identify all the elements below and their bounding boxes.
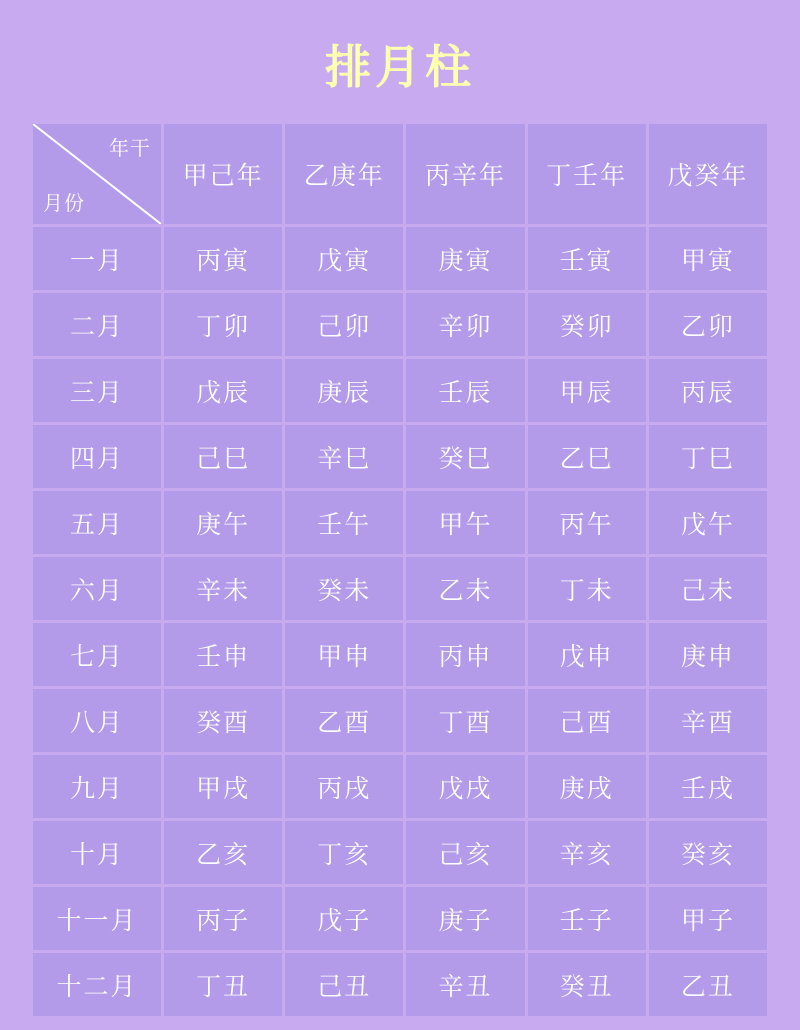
table-row: [33, 557, 767, 620]
column-header-4: 丁壬年: [528, 124, 646, 224]
table-row: [33, 227, 767, 290]
table-cell: 庚子: [406, 887, 524, 950]
table-cell: 乙酉: [285, 689, 403, 752]
table-header-row: [33, 124, 767, 224]
table-cell: 庚寅: [406, 227, 524, 290]
table-row: [33, 293, 767, 356]
table-body: [33, 227, 767, 1016]
table-cell: 丁酉: [406, 689, 524, 752]
table-cell: 庚戌: [528, 755, 646, 818]
table-cell: 乙巳: [528, 425, 646, 488]
table-cell: 癸卯: [528, 293, 646, 356]
month-pillar-table: [30, 121, 770, 1019]
table-cell: 丙辰: [649, 359, 767, 422]
row-header-month: 八月: [33, 689, 161, 752]
table-cell: 辛未: [164, 557, 282, 620]
table-row: [33, 359, 767, 422]
table-cell: 乙卯: [649, 293, 767, 356]
table-cell: 丙戌: [285, 755, 403, 818]
table-cell: 壬子: [528, 887, 646, 950]
row-header-month: 十二月: [33, 953, 161, 1016]
table-cell: 戊子: [285, 887, 403, 950]
table-cell: 庚申: [649, 623, 767, 686]
row-header-month: 四月: [33, 425, 161, 488]
table-cell: 壬申: [164, 623, 282, 686]
table-cell: 丁卯: [164, 293, 282, 356]
table-cell: 甲辰: [528, 359, 646, 422]
row-header-month: 一月: [33, 227, 161, 290]
column-header-5: 戊癸年: [649, 124, 767, 224]
table-cell: 丙申: [406, 623, 524, 686]
row-header-month: 十一月: [33, 887, 161, 950]
table-row: [33, 755, 767, 818]
table-cell: 己卯: [285, 293, 403, 356]
table-cell: 壬午: [285, 491, 403, 554]
table-cell: 丁丑: [164, 953, 282, 1016]
table-row: [33, 953, 767, 1016]
table-cell: 癸丑: [528, 953, 646, 1016]
table-row: [33, 425, 767, 488]
table-cell: 丙子: [164, 887, 282, 950]
table-cell: 己巳: [164, 425, 282, 488]
table-cell: 癸酉: [164, 689, 282, 752]
table-cell: 辛酉: [649, 689, 767, 752]
table-cell: 庚午: [164, 491, 282, 554]
table-cell: 甲戌: [164, 755, 282, 818]
row-header-month: 二月: [33, 293, 161, 356]
column-header-2: 乙庚年: [285, 124, 403, 224]
table-cell: 戊寅: [285, 227, 403, 290]
corner-header-cell: [33, 124, 161, 224]
table-cell: 丁亥: [285, 821, 403, 884]
corner-year-label: 年干: [109, 138, 151, 161]
table-cell: 甲子: [649, 887, 767, 950]
table-cell: 壬寅: [528, 227, 646, 290]
table-cell: 丙午: [528, 491, 646, 554]
table-cell: 庚辰: [285, 359, 403, 422]
table-cell: 辛亥: [528, 821, 646, 884]
table-cell: 己未: [649, 557, 767, 620]
table-cell: 甲午: [406, 491, 524, 554]
row-header-month: 七月: [33, 623, 161, 686]
row-header-month: 三月: [33, 359, 161, 422]
table-row: [33, 887, 767, 950]
table-row: [33, 689, 767, 752]
row-header-month: 十月: [33, 821, 161, 884]
table-cell: 辛卯: [406, 293, 524, 356]
table-cell: 己丑: [285, 953, 403, 1016]
row-header-month: 六月: [33, 557, 161, 620]
table-cell: 丁未: [528, 557, 646, 620]
table-cell: 癸亥: [649, 821, 767, 884]
corner-month-label: 月份: [43, 193, 85, 216]
table-cell: 戊午: [649, 491, 767, 554]
table-cell: 甲申: [285, 623, 403, 686]
table-cell: 丁巳: [649, 425, 767, 488]
table-cell: 己酉: [528, 689, 646, 752]
table-cell: 甲寅: [649, 227, 767, 290]
table-cell: 己亥: [406, 821, 524, 884]
table-cell: 戊辰: [164, 359, 282, 422]
table-cell: 壬戌: [649, 755, 767, 818]
table-cell: 癸未: [285, 557, 403, 620]
page-title: 排月柱: [325, 41, 475, 93]
row-header-month: 五月: [33, 491, 161, 554]
table-cell: 辛丑: [406, 953, 524, 1016]
table-header: [33, 124, 767, 224]
table-cell: 丙寅: [164, 227, 282, 290]
table-cell: 乙未: [406, 557, 524, 620]
table-row: [33, 491, 767, 554]
table-container: [30, 121, 770, 1019]
table-cell: 乙丑: [649, 953, 767, 1016]
table-cell: 癸巳: [406, 425, 524, 488]
table-cell: 戊申: [528, 623, 646, 686]
table-row: [33, 821, 767, 884]
table-row: [33, 623, 767, 686]
table-cell: 戊戌: [406, 755, 524, 818]
table-cell: 辛巳: [285, 425, 403, 488]
table-cell: 乙亥: [164, 821, 282, 884]
column-header-1: 甲己年: [164, 124, 282, 224]
column-header-3: 丙辛年: [406, 124, 524, 224]
table-cell: 壬辰: [406, 359, 524, 422]
row-header-month: 九月: [33, 755, 161, 818]
